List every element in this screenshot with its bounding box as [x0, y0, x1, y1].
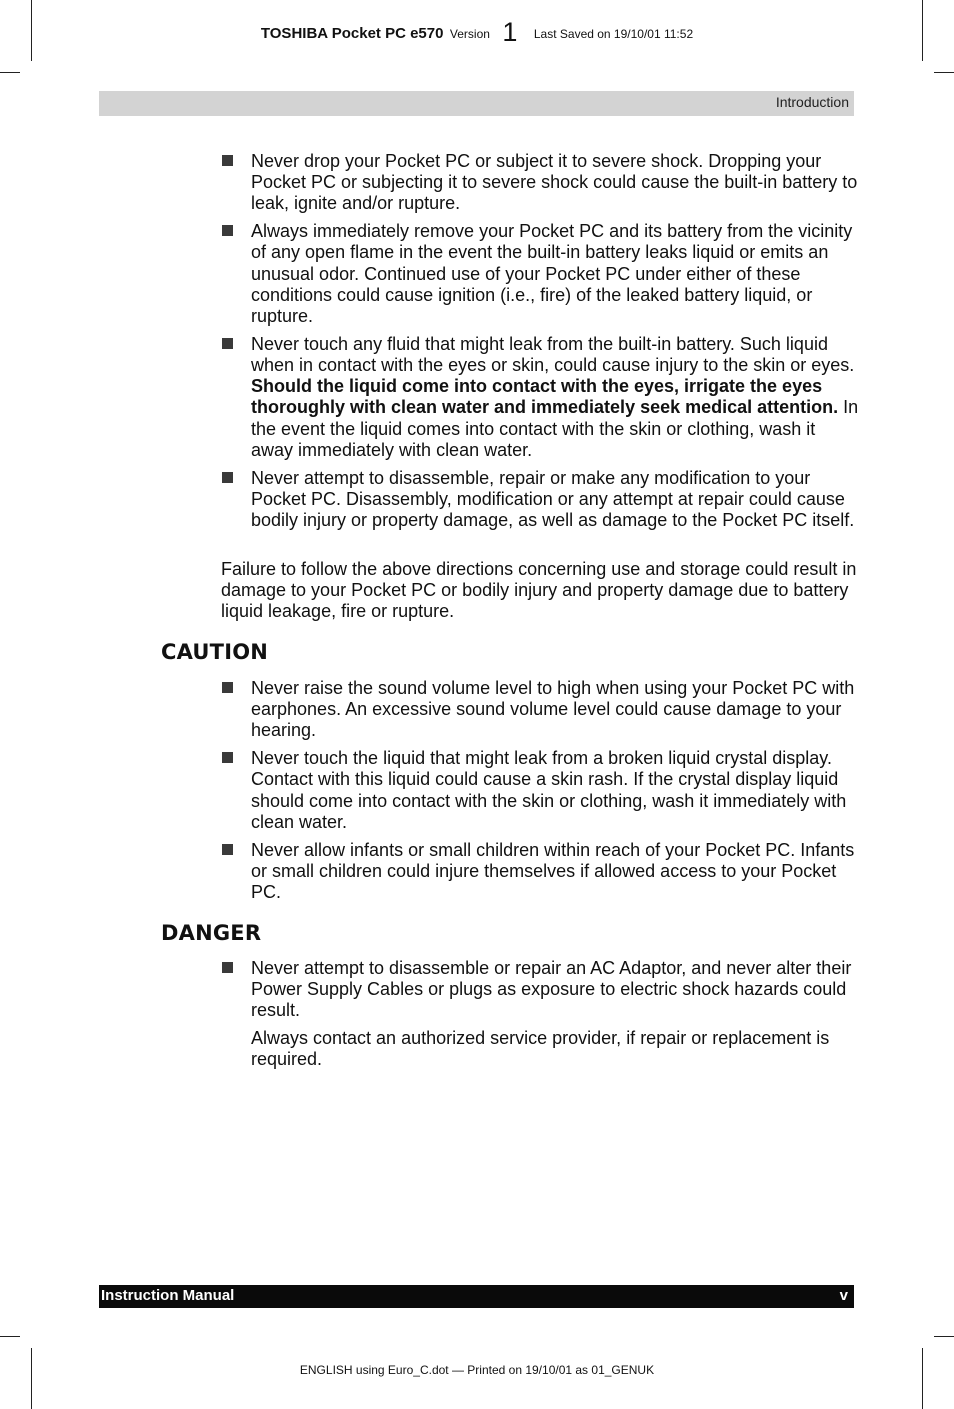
bullet-square-icon: [222, 682, 233, 693]
footer-bar: [99, 1285, 854, 1308]
failure-paragraph: Failure to follow the above directions concerning use and storage could result in damage to your Pocket PC or bodily injury and property damage due to battery liquid leakage, fire or rupture.: [221, 559, 857, 622]
page-number: v: [839, 1287, 848, 1304]
list-item: [221, 334, 861, 461]
danger-note: Always contact an authorized service provider, if repair or replacement is required.: [251, 1028, 830, 1070]
bullet-square-icon: [222, 338, 233, 349]
danger-heading: DANGER: [161, 921, 262, 945]
section-bar: [99, 91, 854, 116]
item-text: Never raise the sound volume level to high when using your Pocket PC with earphones. An excessive sound volume level could cause damage to your hearing.: [251, 678, 855, 741]
caution-heading: CAUTION: [161, 640, 269, 664]
item-text: Always immediately remove your Pocket PC and its battery from the vicinity of any open flame in the event the built-in battery leaks liquid or emits an unusual odor. Continued use of your Pocket PC under either of these conditions could cause ignition (i.e., fire) of the leaked battery liquid, or rupture.: [251, 221, 853, 327]
item-text: Never allow infants or small children within reach of your Pocket PC. Infants or small children could injure themselves if allowed access to your Pocket PC.: [251, 839, 855, 903]
list-item: [221, 468, 861, 532]
bullet-square-icon: [222, 962, 233, 973]
doc-title: TOSHIBA Pocket PC e570: [260, 25, 444, 42]
list-item: [221, 748, 861, 833]
bullet-square-icon: [222, 225, 233, 236]
list-item: [221, 840, 861, 904]
warning-list: [221, 151, 861, 531]
last-saved: Last Saved on 19/10/01 11:52: [533, 27, 694, 41]
item-text-before: Never touch any fluid that might leak from the built-in battery. Such liquid when in contact with the eyes or skin, could cause injury to the skin or eyes.: [251, 333, 855, 376]
print-note: ENGLISH using Euro_C.dot — Printed on 19/10/01 as 01_GENUK: [299, 1363, 655, 1377]
item-text: Never touch the liquid that might leak from a broken liquid crystal display. Contact with this liquid could cause a skin rash. If the crystal display liquid should come into contact with the skin or clothing, wash it immediately with clean water.: [251, 748, 847, 832]
list-item: [221, 151, 861, 215]
caution-list: [221, 678, 861, 903]
version-number: 1: [502, 17, 518, 47]
document-header: [0, 14, 954, 45]
bullet-square-icon: [222, 752, 233, 763]
list-item: [221, 678, 861, 742]
item-text: Never attempt to disassemble, repair or make any modification to your Pocket PC. Disassembly, modification or any attempt at repair could cause bodily injury or property damage, as well as damage to the Pocket PC itself.: [251, 467, 855, 531]
list-item: [221, 958, 861, 1022]
item-text-emphasis: Should the liquid come into contact with the eyes, irrigate the eyes thoroughly with clean water and immediately seek medical attention.: [251, 376, 839, 418]
crop-mark: [934, 1336, 954, 1337]
item-text-after: In the event the liquid comes into contact with the skin or clothing, wash it away immediately with clean water.: [251, 397, 859, 460]
bullet-square-icon: [222, 844, 233, 855]
section-title: Introduction: [775, 94, 849, 110]
bullet-square-icon: [222, 155, 233, 166]
item-text: Never drop your Pocket PC or subject it to severe shock. Dropping your Pocket PC or subjecting it to severe shock could cause the built-in battery to leak, ignite and/or rupture.: [251, 151, 858, 214]
version-label: Version: [449, 27, 490, 41]
item-text: Never attempt to disassemble or repair an AC Adaptor, and never alter their Power Supply Cables or plugs as exposure to electric shock hazards could result.: [251, 958, 852, 1021]
crop-mark: [0, 1336, 20, 1337]
manual-title: Instruction Manual: [101, 1287, 235, 1304]
danger-list: [221, 958, 861, 1022]
bullet-square-icon: [222, 472, 233, 483]
crop-mark: [31, 1348, 32, 1409]
crop-mark: [0, 72, 20, 73]
crop-mark: [922, 1348, 923, 1409]
crop-mark: [934, 72, 954, 73]
list-item: [221, 221, 861, 327]
